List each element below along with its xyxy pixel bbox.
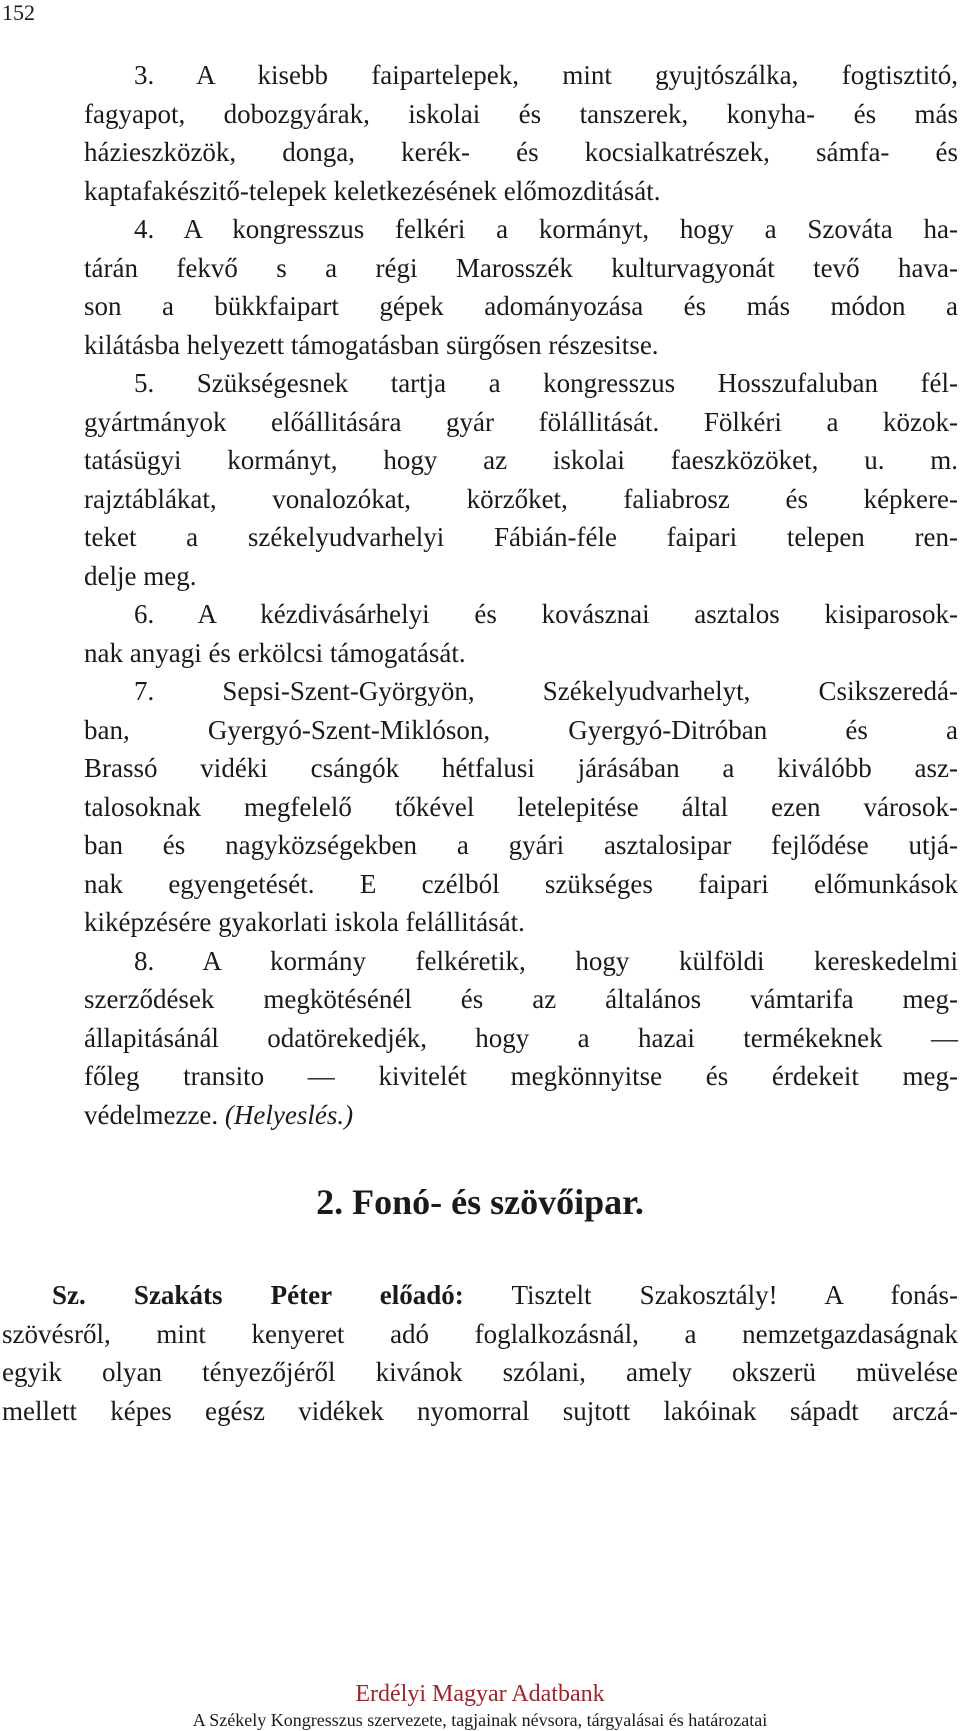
text-line: fagyapot, dobozgyárak, iskolai és tanszerek, konyha- és más bbox=[84, 98, 958, 129]
text-line: nak egyengetését. E czélból szükséges faipari előmunkások bbox=[84, 868, 958, 899]
resolutions-block bbox=[84, 56, 958, 1134]
text-line: házieszközök, donga, kerék- és kocsialkatrészek, sámfa- és bbox=[84, 137, 958, 167]
text-line: kilátásba helyezett támogatásban sürgősen részesitse. bbox=[84, 329, 659, 360]
text-line: kaptafakészitő-telepek keletkezésének előmozditását. bbox=[84, 175, 661, 206]
page-number: 152 bbox=[2, 0, 35, 25]
text-line: teket a székelyudvarhelyi Fábián-féle faipari telepen ren- bbox=[84, 522, 958, 552]
text-line: szerződések megkötésénél és az általános vámtarifa meg- bbox=[84, 984, 958, 1014]
footer-subtitle: A Székely Kongresszus szervezete, tagjainak névsora, tárgyalásai és határozatai bbox=[192, 1710, 768, 1730]
text-line bbox=[84, 1096, 958, 1135]
text-line: 6. A kézdivásárhelyi és kovásznai asztalos kisiparosok- bbox=[134, 599, 958, 629]
text-line: gyártmányok előállitására gyár fölállitását. Fölkéri a közok- bbox=[84, 406, 958, 437]
text-line: talosoknak megfelelő tőkével letelepitése által ezen városok- bbox=[84, 791, 958, 822]
text-line: egyik olyan tényezőjéről kivánok szólani, amely okszerü müvelése bbox=[2, 1357, 958, 1387]
speech-first-line bbox=[2, 1276, 958, 1315]
text-line: főleg transito — kivitelét megkönnyitse és érdekeit meg- bbox=[84, 1061, 958, 1091]
text-line: mellett képes egész vidékek nyomorral sujtott lakóinak sápadt arczá- bbox=[2, 1395, 958, 1426]
text-line: 8. A kormány felkéretik, hogy külföldi kereskedelmi bbox=[134, 945, 958, 976]
applause-note: (Helyeslés.) bbox=[224, 1099, 354, 1130]
text-line: son a bükkfaipart gépek adományozása és más módon a bbox=[84, 291, 958, 321]
text-line: szövésről, mint kenyeret adó foglalkozásnál, a nemzetgazdaságnak bbox=[2, 1318, 958, 1349]
text-line: rajztáblákat, vonalozókat, körzőket, faliabrosz és képkere- bbox=[84, 483, 958, 514]
speaker-label: Sz. Szakáts Péter előadó: bbox=[52, 1280, 464, 1310]
text-line: kiképzésére gyakorlati iskola felállitását. bbox=[84, 907, 525, 937]
speech-block bbox=[2, 1276, 958, 1430]
text-line-content: védelmezze. bbox=[84, 1099, 219, 1130]
text-line: 4. A kongresszus felkéri a kormányt, hogy a Szováta ha- bbox=[134, 214, 958, 244]
text-line: ban és nagyközségekben a gyári asztalosipar fejlődése utjá- bbox=[84, 830, 958, 860]
text-line: delje meg. bbox=[84, 560, 197, 591]
text-line: Brassó vidéki csángók hétfalusi járásában a kiválóbb asz- bbox=[84, 753, 958, 783]
text-line: nak anyagi és erkölcsi támogatását. bbox=[84, 637, 466, 668]
section-heading: 2. Fonó- és szövőipar. bbox=[316, 1182, 644, 1222]
text-line: állapitásánál odatörekedjék, hogy a hazai termékeknek — bbox=[84, 1022, 958, 1053]
text-line: 3. A kisebb faipartelepek, mint gyujtószálka, fogtisztitó, bbox=[134, 60, 958, 90]
text-line: 7. Sepsi-Szent-Györgyön, Székelyudvarhelyt, Csikszeredá- bbox=[134, 676, 958, 706]
text-line: ban, Gyergyó-Szent-Miklóson, Gyergyó-Ditróban és a bbox=[84, 714, 958, 745]
speech-opening: Tisztelt Szakosztály! A fonás- bbox=[511, 1280, 958, 1310]
footer-title: Erdélyi Magyar Adatbank bbox=[355, 1681, 605, 1707]
text-line: 5. Szükségesnek tartja a kongresszus Hosszufaluban fél- bbox=[134, 368, 958, 398]
text-line: tárán fekvő s a régi Marosszék kulturvagyonát tevő hava- bbox=[84, 252, 958, 283]
text-line: tatásügyi kormányt, hogy az iskolai faeszközöket, u. m. bbox=[84, 445, 958, 475]
